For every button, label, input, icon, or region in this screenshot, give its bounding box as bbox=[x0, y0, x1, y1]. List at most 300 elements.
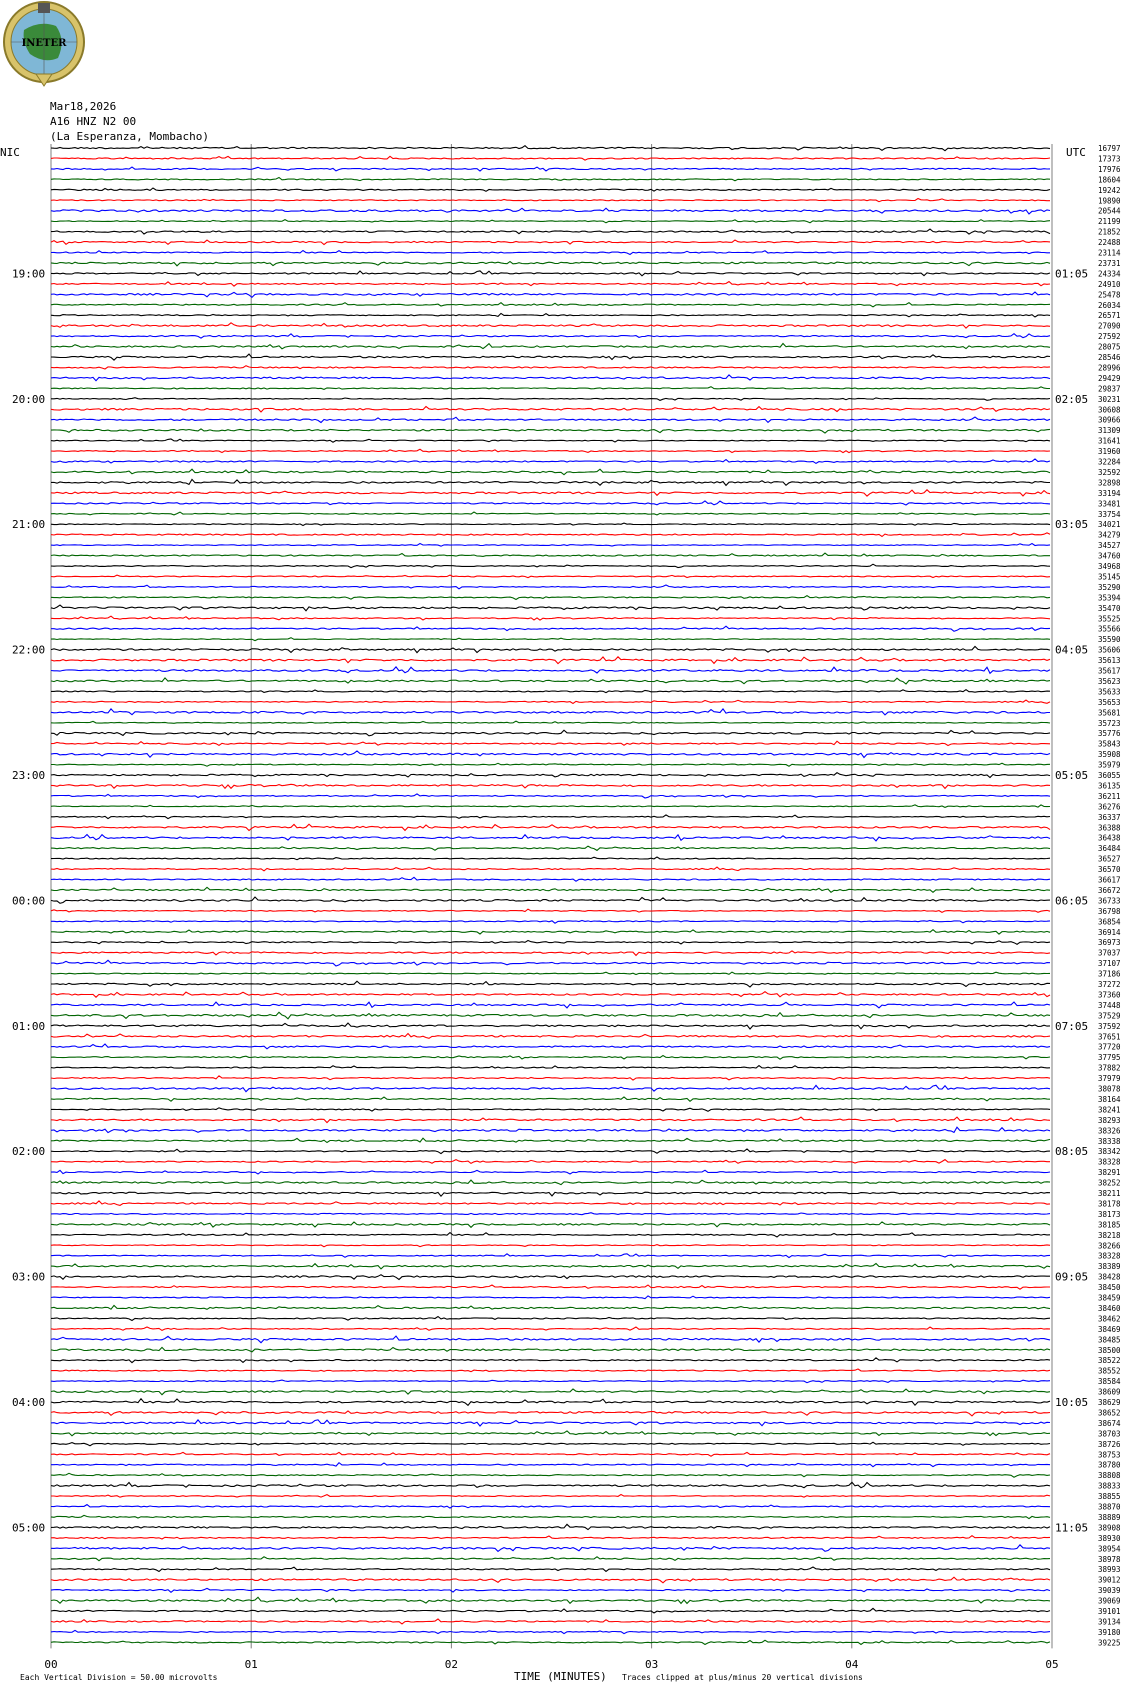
seismic-trace bbox=[51, 1138, 1050, 1142]
seismic-trace bbox=[51, 763, 1050, 766]
seismic-trace bbox=[51, 805, 1050, 808]
seismic-trace bbox=[51, 616, 1050, 620]
seismic-trace bbox=[51, 773, 1050, 778]
trace-value: 21852 bbox=[1098, 227, 1121, 237]
seismic-trace bbox=[51, 1296, 1050, 1299]
right-hour-label: 07:05 bbox=[1055, 1019, 1089, 1033]
trace-value: 39039 bbox=[1098, 1586, 1121, 1596]
right-zone-label: UTC bbox=[1066, 146, 1086, 159]
trace-value: 38460 bbox=[1098, 1303, 1121, 1313]
seismic-trace bbox=[51, 1108, 1050, 1112]
trace-value: 38808 bbox=[1098, 1471, 1121, 1481]
trace-value: 33194 bbox=[1098, 488, 1121, 498]
trace-value: 39012 bbox=[1098, 1575, 1121, 1585]
seismic-trace bbox=[51, 1085, 1050, 1091]
trace-value: 36973 bbox=[1098, 938, 1121, 948]
trace-value: 25478 bbox=[1098, 290, 1121, 300]
trace-value: 36337 bbox=[1098, 812, 1121, 822]
left-hour-label: 03:00 bbox=[12, 1270, 46, 1284]
seismic-trace bbox=[51, 344, 1050, 349]
seismic-trace bbox=[51, 835, 1050, 841]
trace-value: 38164 bbox=[1098, 1094, 1121, 1104]
trace-value: 19242 bbox=[1098, 185, 1121, 195]
seismic-trace bbox=[51, 1557, 1050, 1561]
trace-value: 37186 bbox=[1098, 969, 1121, 979]
seismic-trace bbox=[51, 469, 1050, 475]
seismic-trace bbox=[51, 178, 1050, 181]
trace-value: 28996 bbox=[1098, 363, 1121, 373]
left-hour-label: 02:00 bbox=[12, 1145, 46, 1159]
seismic-trace bbox=[51, 334, 1050, 338]
seismic-trace bbox=[51, 1233, 1050, 1237]
right-hour-label: 06:05 bbox=[1055, 894, 1089, 908]
right-hour-label: 02:05 bbox=[1055, 392, 1089, 406]
trace-value: 37979 bbox=[1098, 1074, 1121, 1084]
right-hour-label: 04:05 bbox=[1055, 643, 1089, 657]
trace-value: 30231 bbox=[1098, 394, 1121, 404]
trace-value: 38954 bbox=[1098, 1544, 1121, 1554]
trace-value: 38629 bbox=[1098, 1398, 1121, 1407]
seismic-trace bbox=[51, 220, 1050, 223]
trace-value: 37720 bbox=[1098, 1042, 1121, 1052]
trace-value: 39225 bbox=[1098, 1638, 1121, 1648]
trace-value: 36672 bbox=[1098, 885, 1121, 895]
trace-value: 35723 bbox=[1098, 718, 1121, 728]
seismic-trace bbox=[51, 271, 1050, 276]
seismic-trace bbox=[51, 1588, 1050, 1592]
left-hour-label: 20:00 bbox=[12, 392, 46, 406]
trace-value: 38469 bbox=[1098, 1324, 1121, 1334]
trace-value: 32898 bbox=[1098, 478, 1121, 488]
trace-value: 24334 bbox=[1098, 269, 1121, 279]
seismic-trace bbox=[51, 1452, 1050, 1456]
trace-value: 37882 bbox=[1098, 1063, 1121, 1073]
seismic-trace bbox=[51, 459, 1050, 463]
trace-value: 38609 bbox=[1098, 1387, 1121, 1397]
trace-value: 35525 bbox=[1098, 614, 1121, 624]
seismic-trace bbox=[51, 533, 1050, 537]
left-hour-label: 05:00 bbox=[12, 1521, 46, 1535]
seismic-trace bbox=[51, 678, 1050, 684]
right-hour-label: 11:05 bbox=[1055, 1521, 1089, 1535]
seismic-trace bbox=[51, 262, 1050, 266]
trace-value: 39134 bbox=[1098, 1617, 1121, 1627]
seismic-trace bbox=[51, 585, 1050, 589]
seismic-trace bbox=[51, 544, 1050, 547]
trace-value: 38908 bbox=[1098, 1523, 1121, 1533]
trace-value: 36055 bbox=[1098, 771, 1121, 780]
trace-value: 37448 bbox=[1098, 1000, 1121, 1010]
seismic-trace bbox=[51, 1254, 1050, 1258]
seismic-trace bbox=[51, 730, 1050, 736]
trace-value: 38978 bbox=[1098, 1554, 1121, 1564]
trace-value: 38241 bbox=[1098, 1105, 1121, 1115]
seismic-trace bbox=[51, 1495, 1050, 1498]
seismic-trace bbox=[51, 626, 1050, 631]
seismic-trace bbox=[51, 313, 1050, 317]
seismic-trace bbox=[51, 303, 1050, 307]
seismic-trace bbox=[51, 1463, 1050, 1467]
x-tick-label: 05 bbox=[1045, 1658, 1059, 1671]
seismic-trace bbox=[51, 407, 1050, 413]
seismic-trace bbox=[51, 429, 1050, 433]
seismic-trace bbox=[51, 1545, 1050, 1552]
clip-note: Traces clipped at plus/minus 20 vertical divisions bbox=[622, 1673, 863, 1682]
seismic-trace bbox=[51, 667, 1050, 673]
labels bbox=[12, 144, 1121, 1671]
location-label: (La Esperanza, Mombacho) bbox=[50, 130, 209, 143]
trace-value: 38584 bbox=[1098, 1377, 1121, 1387]
trace-value: 27592 bbox=[1098, 332, 1121, 342]
seismic-trace bbox=[51, 1399, 1050, 1406]
right-hour-label: 01:05 bbox=[1055, 267, 1089, 281]
trace-value: 19890 bbox=[1098, 196, 1121, 206]
trace-value: 20544 bbox=[1098, 206, 1121, 216]
right-hour-label: 09:05 bbox=[1055, 1270, 1089, 1284]
trace-value: 37651 bbox=[1098, 1032, 1121, 1042]
trace-value: 38218 bbox=[1098, 1230, 1121, 1240]
trace-value: 37272 bbox=[1098, 980, 1121, 989]
seismic-trace bbox=[51, 638, 1050, 641]
trace-value: 35606 bbox=[1098, 645, 1121, 655]
seismic-trace bbox=[51, 1389, 1050, 1395]
seismic-trace bbox=[51, 1505, 1050, 1509]
seismic-trace bbox=[51, 523, 1050, 525]
seismic-trace bbox=[51, 992, 1050, 998]
trace-value: 36733 bbox=[1098, 896, 1121, 906]
seismic-trace bbox=[51, 1482, 1050, 1487]
seismic-trace bbox=[51, 909, 1050, 912]
seismic-trace bbox=[51, 1567, 1050, 1572]
seismic-trace bbox=[51, 846, 1050, 850]
trace-value: 38780 bbox=[1098, 1460, 1121, 1470]
trace-value: 37592 bbox=[1098, 1021, 1121, 1031]
seismic-trace bbox=[51, 930, 1050, 934]
seismic-trace bbox=[51, 1056, 1050, 1060]
seismic-trace bbox=[51, 1192, 1050, 1196]
trace-value: 38522 bbox=[1098, 1356, 1121, 1366]
trace-value: 35290 bbox=[1098, 582, 1121, 592]
trace-value: 35470 bbox=[1098, 603, 1121, 613]
seismic-trace bbox=[51, 449, 1050, 452]
trace-value: 34760 bbox=[1098, 551, 1121, 561]
seismic-trace bbox=[51, 1619, 1050, 1624]
seismic-trace bbox=[51, 1347, 1050, 1351]
seismic-trace bbox=[51, 208, 1050, 214]
trace-value: 38252 bbox=[1098, 1178, 1121, 1188]
logo-text: INETER bbox=[21, 38, 67, 49]
seismic-trace bbox=[51, 1640, 1050, 1644]
seismic-trace bbox=[51, 1336, 1050, 1343]
trace-value: 33754 bbox=[1098, 509, 1121, 519]
seismic-trace bbox=[51, 1222, 1050, 1227]
seismic-trace bbox=[51, 1044, 1050, 1049]
trace-value: 38500 bbox=[1098, 1345, 1121, 1355]
seismic-trace bbox=[51, 512, 1050, 515]
seismic-trace bbox=[51, 1515, 1050, 1518]
trace-value: 29837 bbox=[1098, 384, 1121, 394]
trace-value: 38855 bbox=[1098, 1492, 1121, 1502]
seismic-trace bbox=[51, 1034, 1050, 1039]
seismic-trace bbox=[51, 1002, 1050, 1008]
trace-value: 34527 bbox=[1098, 541, 1121, 551]
trace-value: 38485 bbox=[1098, 1335, 1121, 1345]
seismic-trace bbox=[51, 1012, 1050, 1019]
trace-value: 16797 bbox=[1098, 144, 1121, 153]
seismic-trace bbox=[51, 857, 1050, 860]
left-hour-label: 23:00 bbox=[12, 769, 46, 782]
seismic-trace bbox=[51, 951, 1050, 956]
x-tick-label: 03 bbox=[644, 1658, 659, 1671]
seismic-trace bbox=[51, 387, 1050, 390]
trace-value: 39101 bbox=[1098, 1607, 1121, 1616]
trace-value: 23731 bbox=[1098, 258, 1121, 268]
seismic-trace bbox=[51, 1160, 1050, 1164]
date-label: Mar18,2026 bbox=[50, 100, 117, 113]
seismic-trace bbox=[51, 1317, 1050, 1321]
trace-value: 36798 bbox=[1098, 906, 1121, 916]
seismic-trace bbox=[51, 199, 1050, 202]
seismic-trace bbox=[51, 960, 1050, 966]
trace-value: 35979 bbox=[1098, 760, 1121, 770]
trace-value: 23114 bbox=[1098, 248, 1121, 258]
trace-value: 26571 bbox=[1098, 311, 1121, 321]
left-hour-label: 01:00 bbox=[12, 1019, 46, 1033]
seismic-trace bbox=[51, 972, 1050, 974]
trace-value: 35566 bbox=[1098, 624, 1121, 634]
seismic-trace bbox=[51, 1149, 1050, 1154]
seismic-trace bbox=[51, 1245, 1050, 1247]
x-tick-label: 01 bbox=[244, 1658, 258, 1671]
seismic-trace bbox=[51, 941, 1050, 945]
seismic-trace bbox=[51, 1285, 1050, 1289]
seismic-trace bbox=[51, 490, 1050, 496]
trace-value: 35617 bbox=[1098, 666, 1121, 676]
seismic-trace bbox=[51, 1275, 1050, 1280]
trace-value: 38459 bbox=[1098, 1293, 1121, 1303]
seismic-trace bbox=[51, 323, 1050, 328]
trace-value: 30966 bbox=[1098, 415, 1121, 425]
seismic-trace bbox=[51, 815, 1050, 819]
seismic-trace bbox=[51, 146, 1050, 151]
trace-value: 38328 bbox=[1098, 1157, 1121, 1167]
trace-value: 35908 bbox=[1098, 750, 1121, 760]
seismic-trace bbox=[51, 1536, 1050, 1539]
trace-value: 34021 bbox=[1098, 520, 1121, 530]
seismic-trace bbox=[51, 240, 1050, 245]
seismic-trace bbox=[51, 751, 1050, 758]
seismic-trace bbox=[51, 366, 1050, 369]
left-hour-label: 04:00 bbox=[12, 1396, 46, 1409]
seismic-trace bbox=[51, 1442, 1050, 1445]
trace-value: 28546 bbox=[1098, 353, 1121, 362]
seismic-trace bbox=[51, 1420, 1050, 1426]
seismic-trace bbox=[51, 646, 1050, 652]
seismic-trace bbox=[51, 229, 1050, 234]
seismic-trace bbox=[51, 354, 1050, 360]
trace-value: 36438 bbox=[1098, 833, 1121, 843]
right-hour-label: 03:05 bbox=[1055, 518, 1089, 532]
seismic-trace bbox=[51, 167, 1050, 171]
trace-value: 31309 bbox=[1098, 426, 1121, 436]
trace-value: 38870 bbox=[1098, 1502, 1121, 1512]
trace-value: 38266 bbox=[1098, 1241, 1121, 1251]
trace-value: 30608 bbox=[1098, 405, 1121, 415]
seismic-trace bbox=[51, 1597, 1050, 1603]
trace-value: 38753 bbox=[1098, 1450, 1121, 1460]
trace-value: 38993 bbox=[1098, 1565, 1121, 1575]
trace-value: 38338 bbox=[1098, 1136, 1121, 1146]
trace-value: 38326 bbox=[1098, 1126, 1121, 1136]
trace-value: 26034 bbox=[1098, 300, 1121, 310]
seismic-trace bbox=[51, 282, 1050, 287]
left-zone-label: NIC bbox=[0, 146, 20, 159]
trace-value: 36135 bbox=[1098, 781, 1121, 791]
left-hour-label: 21:00 bbox=[12, 518, 46, 532]
right-hour-label: 05:05 bbox=[1055, 769, 1089, 782]
traces bbox=[51, 146, 1050, 1645]
trace-value: 38450 bbox=[1098, 1283, 1121, 1293]
seismic-trace bbox=[51, 1305, 1050, 1309]
seismic-trace bbox=[51, 877, 1050, 881]
trace-value: 21199 bbox=[1098, 217, 1121, 227]
seismic-trace bbox=[51, 1431, 1050, 1436]
trace-value: 38552 bbox=[1098, 1366, 1121, 1376]
trace-value: 35590 bbox=[1098, 635, 1121, 645]
seismic-trace bbox=[51, 981, 1050, 987]
trace-value: 38211 bbox=[1098, 1189, 1121, 1198]
trace-value: 38185 bbox=[1098, 1220, 1121, 1230]
trace-value: 18604 bbox=[1098, 175, 1121, 185]
seismic-trace bbox=[51, 887, 1050, 892]
trace-value: 38389 bbox=[1098, 1262, 1121, 1272]
seismic-trace bbox=[51, 1358, 1050, 1363]
trace-value: 35613 bbox=[1098, 656, 1121, 666]
trace-value: 32592 bbox=[1098, 467, 1121, 477]
trace-value: 38178 bbox=[1098, 1199, 1121, 1209]
trace-value: 36914 bbox=[1098, 927, 1121, 937]
seismic-trace bbox=[51, 657, 1050, 664]
seismic-trace bbox=[51, 784, 1050, 788]
seismic-trace bbox=[51, 1327, 1050, 1330]
left-hour-label: 19:00 bbox=[12, 267, 46, 281]
seismic-trace bbox=[51, 1076, 1050, 1080]
trace-value: 37107 bbox=[1098, 959, 1121, 969]
seismic-trace bbox=[51, 596, 1050, 600]
seismic-trace bbox=[51, 553, 1050, 556]
left-hour-label: 22:00 bbox=[12, 643, 46, 657]
trace-value: 37037 bbox=[1098, 948, 1121, 958]
trace-value: 31960 bbox=[1098, 447, 1121, 457]
seismic-trace bbox=[51, 700, 1050, 704]
trace-value: 37795 bbox=[1098, 1053, 1121, 1063]
seismic-trace bbox=[51, 1608, 1050, 1613]
scale-note: Each Vertical Division = 50.00 microvolts bbox=[20, 1673, 218, 1682]
trace-value: 38889 bbox=[1098, 1512, 1121, 1522]
seismic-trace bbox=[51, 188, 1050, 191]
seismic-trace bbox=[51, 417, 1050, 423]
x-axis-title: TIME (MINUTES) bbox=[514, 1670, 607, 1683]
trace-value: 36211 bbox=[1098, 791, 1121, 801]
trace-value: 39180 bbox=[1098, 1627, 1121, 1637]
seismic-trace bbox=[51, 690, 1050, 693]
x-tick-label: 02 bbox=[444, 1658, 459, 1671]
trace-value: 38428 bbox=[1098, 1272, 1121, 1282]
trace-value: 37529 bbox=[1098, 1011, 1121, 1021]
trace-value: 38173 bbox=[1098, 1209, 1121, 1219]
trace-value: 38703 bbox=[1098, 1429, 1121, 1439]
trace-value: 24910 bbox=[1098, 279, 1121, 289]
trace-value: 35623 bbox=[1098, 676, 1121, 686]
seismic-trace bbox=[51, 897, 1050, 903]
seismic-trace bbox=[51, 1630, 1050, 1633]
seismic-trace bbox=[51, 1264, 1050, 1269]
trace-value: 38291 bbox=[1098, 1168, 1121, 1178]
trace-value: 36854 bbox=[1098, 917, 1121, 927]
seismic-trace bbox=[51, 741, 1050, 745]
trace-value: 36276 bbox=[1098, 802, 1121, 812]
seismic-trace bbox=[51, 1023, 1050, 1029]
seismic-trace bbox=[51, 1201, 1050, 1206]
trace-value: 38726 bbox=[1098, 1439, 1121, 1449]
seismic-trace bbox=[51, 1524, 1050, 1529]
trace-value: 38833 bbox=[1098, 1481, 1121, 1491]
trace-value: 29429 bbox=[1098, 373, 1121, 383]
trace-value: 38674 bbox=[1098, 1418, 1121, 1428]
seismic-trace bbox=[51, 1117, 1050, 1123]
seismic-trace bbox=[51, 1473, 1050, 1477]
trace-value: 32284 bbox=[1098, 457, 1121, 467]
trace-value: 38462 bbox=[1098, 1314, 1121, 1324]
trace-value: 28075 bbox=[1098, 342, 1121, 352]
trace-value: 35843 bbox=[1098, 739, 1121, 749]
trace-value: 35653 bbox=[1098, 697, 1121, 707]
seismic-trace bbox=[51, 1066, 1050, 1069]
trace-value: 36388 bbox=[1098, 823, 1121, 833]
trace-value: 35681 bbox=[1098, 708, 1121, 718]
trace-value: 35633 bbox=[1098, 687, 1121, 697]
seismic-trace bbox=[51, 439, 1050, 442]
trace-value: 34279 bbox=[1098, 530, 1121, 540]
seismic-trace bbox=[51, 824, 1050, 830]
trace-value: 35145 bbox=[1098, 572, 1121, 582]
trace-value: 36570 bbox=[1098, 865, 1121, 875]
seismic-trace bbox=[51, 1213, 1050, 1215]
seismic-trace bbox=[51, 156, 1050, 160]
seismic-trace bbox=[51, 1369, 1050, 1372]
right-hour-label: 08:05 bbox=[1055, 1145, 1089, 1159]
trace-value: 38652 bbox=[1098, 1408, 1121, 1418]
trace-value: 38328 bbox=[1098, 1251, 1121, 1261]
trace-value: 27090 bbox=[1098, 321, 1121, 331]
trace-value: 39069 bbox=[1098, 1596, 1121, 1606]
seismic-trace bbox=[51, 709, 1050, 715]
seismic-trace bbox=[51, 398, 1050, 401]
trace-value: 36527 bbox=[1098, 854, 1121, 864]
seismic-trace bbox=[51, 1380, 1050, 1383]
trace-value: 37360 bbox=[1098, 990, 1121, 1000]
left-hour-label: 00:00 bbox=[12, 894, 46, 908]
seismic-trace bbox=[51, 1577, 1050, 1583]
trace-value: 34968 bbox=[1098, 562, 1121, 571]
trace-value: 36484 bbox=[1098, 844, 1121, 854]
trace-value: 36617 bbox=[1098, 875, 1121, 885]
seismic-trace bbox=[51, 867, 1050, 871]
seismic-trace bbox=[51, 1411, 1050, 1416]
right-hour-label: 10:05 bbox=[1055, 1396, 1089, 1409]
seismic-trace bbox=[51, 292, 1050, 297]
seismic-trace bbox=[51, 1180, 1050, 1185]
